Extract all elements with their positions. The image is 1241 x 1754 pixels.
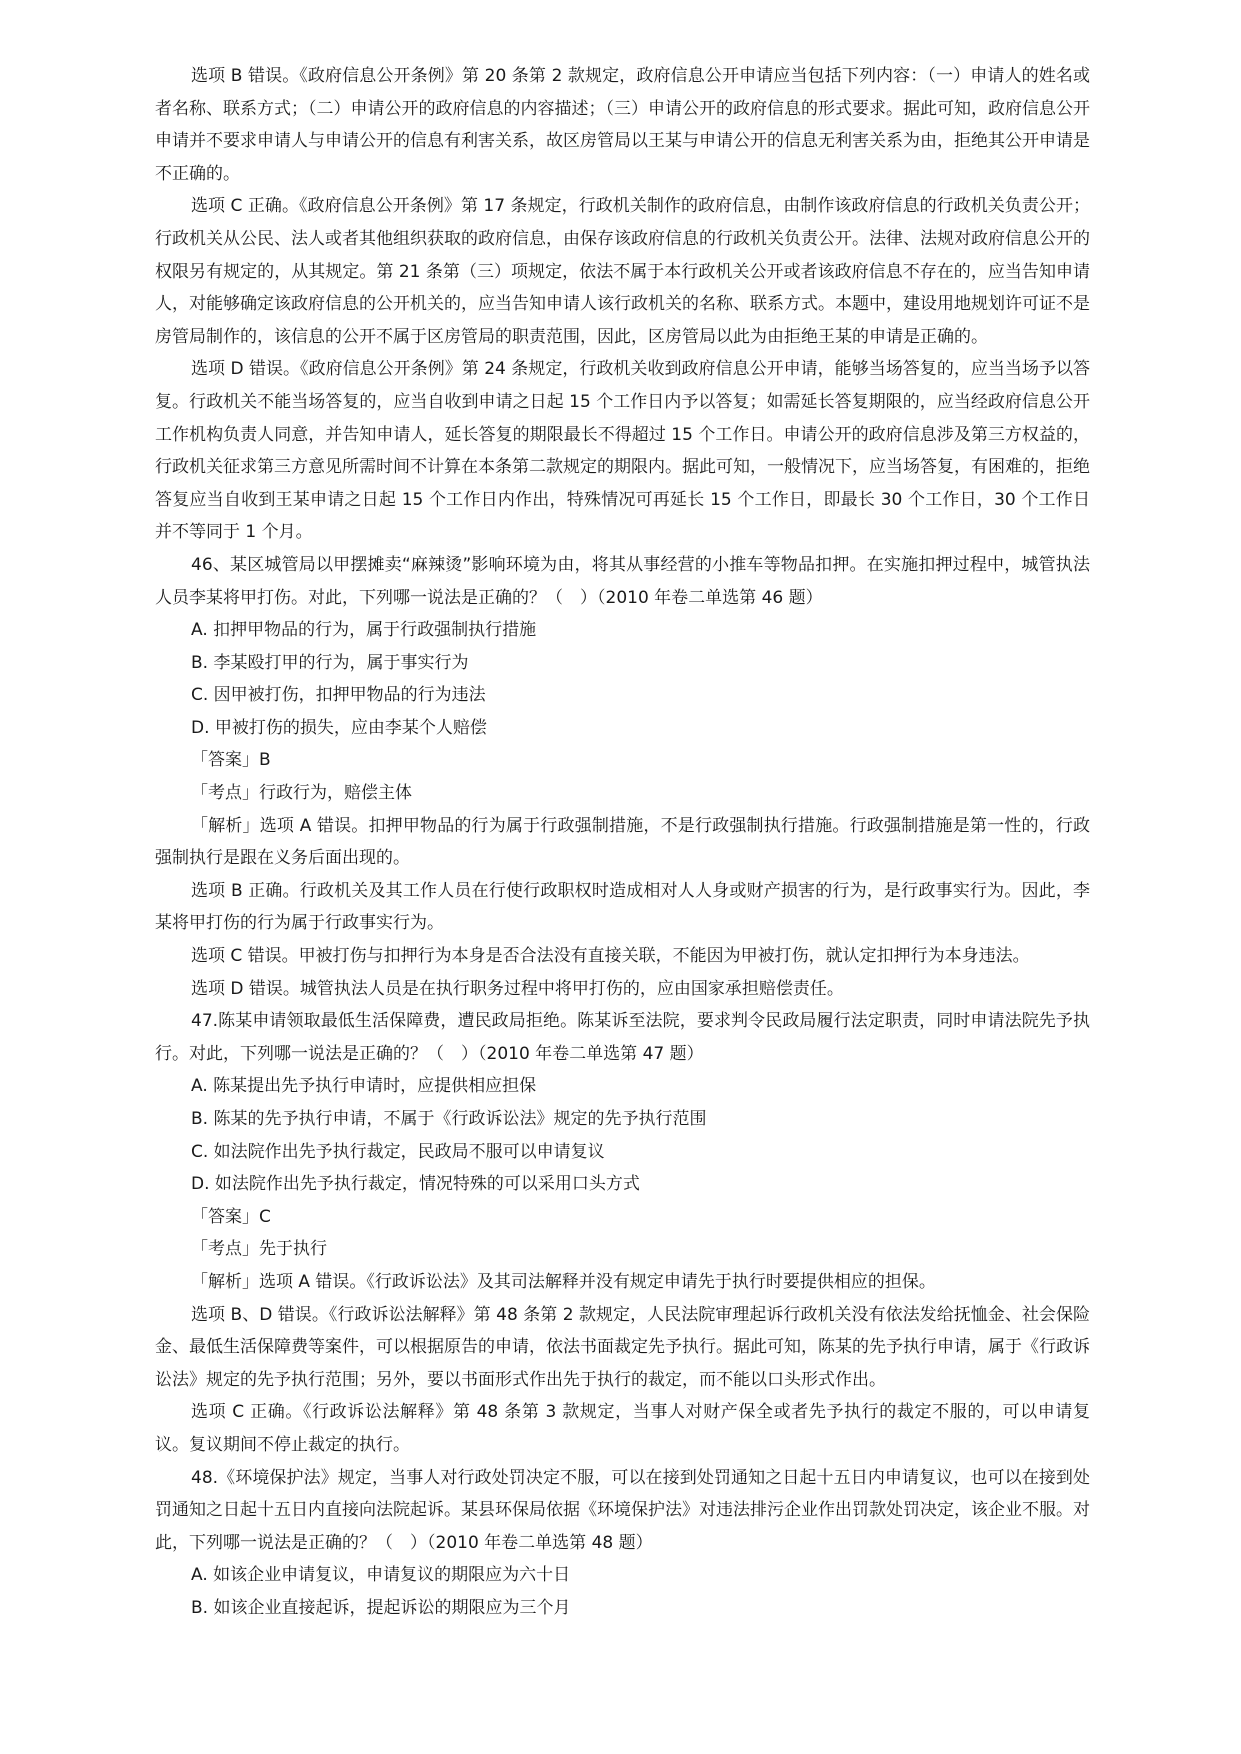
- question-48-stem: 48.《环境保护法》规定，当事人对行政处罚决定不服，可以在接到处罚通知之日起十五日内申请复议，也可以在接到处罚通知之日起十五日内直接向法院起诉。某县环保局依据《环境保护法》对违法排污企业作出罚款处罚决定，该企业不服。对此，下列哪一说法是正确的？（ ）（2010 年卷二单选第 48 题）: [155, 1467, 1090, 1553]
- paragraph: 选项 C 正确。《行政诉讼法解释》第 48 条第 3 款规定，当事人对财产保全或者先予执行的裁定不服的，可以申请复议。复议期间不停止裁定的执行。: [155, 1402, 1090, 1455]
- question-48-option-b: B. 如该企业直接起诉，提起诉讼的期限应为三个月: [191, 1597, 571, 1618]
- paragraph: 选项 B 错误。《政府信息公开条例》第 20 条第 2 款规定，政府信息公开申请应当包括下列内容：（一）申请人的姓名或者名称、联系方式；（二）申请公开的政府信息的内容描述；（三）申请公开的政府信息的形式要求。据此可知，政府信息公开申请并不要求申请人与申请公开的信息有利害关系，故区房管局以王某与申请公开的信息无利害关系为由，拒绝其公开申请是不正确的。: [155, 66, 1090, 184]
- paragraph: 选项 B、D 错误。《行政诉讼法解释》第 48 条第 2 款规定，人民法院审理起诉行政机关没有依法发给抚恤金、社会保险金、最低生活保障费等案件，可以根据原告的申请，依法书面裁定先予执行。据此可知，陈某的先予执行申请，属于《行政诉讼法》规定的先予执行范围；另外，要以书面形式作出先于执行的裁定，而不能以口头形式作出。: [155, 1304, 1090, 1390]
- paragraph: 选项 B 正确。行政机关及其工作人员在行使行政职权时造成相对人人身或财产损害的行为，是行政事实行为。因此，李某将甲打伤的行为属于行政事实行为。: [155, 880, 1090, 934]
- document-page: [155, 60, 1090, 1625]
- paragraph: 选项 D 错误。《政府信息公开条例》第 24 条规定，行政机关收到政府信息公开申请，能够当场答复的，应当当场予以答复。行政机关不能当场答复的，应当自收到申请之日起 15 个工作日内予以答复；如需延长答复期限的，应当经政府信息公开工作机构负责人同意，并告知申请人，延长答复的期限最长不得超过 15 个工作日。申请公开的政府信息涉及第三方权益的，行政机关征求第三方意见所需时间不计算在本条第二款规定的期限内。据此可知，一般情况下，应当场答复，有困难的，拒绝答复应当自收到王某申请之日起 15 个工作日内作出，特殊情况可再延长 15 个工作日，即最长 30 个工作日，30 个工作日并不等同于 1 个月。: [155, 359, 1090, 543]
- paragraph: 选项 C 错误。甲被打伤与扣押行为本身是否合法没有直接关联，不能因为甲被打伤，就认定扣押行为本身违法。: [191, 946, 1030, 967]
- question-47-topic: 「考点」先于执行: [191, 1239, 327, 1260]
- question-46-option-b: B. 李某殴打甲的行为，属于事实行为: [191, 652, 469, 673]
- question-46-topic: 「考点」行政行为，赔偿主体: [191, 783, 412, 804]
- question-47-option-c: C. 如法院作出先予执行裁定，民政局不服可以申请复议: [191, 1141, 605, 1162]
- question-48-option-a: A. 如该企业申请复议，申请复议的期限应为六十日: [191, 1565, 571, 1586]
- question-46-option-a: A. 扣押甲物品的行为，属于行政强制执行措施: [191, 620, 537, 641]
- question-47-analysis: 「解析」选项 A 错误。《行政诉讼法》及其司法解释并没有规定申请先于执行时要提供相应的担保。: [191, 1271, 936, 1292]
- question-46-analysis: 「解析」选项 A 错误。扣押甲物品的行为属于行政强制措施，不是行政强制执行措施。行政强制措施是第一性的，行政强制执行是跟在义务后面出现的。: [155, 815, 1090, 869]
- question-46-stem: 46、某区城管局以甲摆摊卖“麻辣烫”影响环境为由，将其从事经营的小推车等物品扣押。在实施扣押过程中，城管执法人员李某将甲打伤。对此，下列哪一说法是正确的？（ ）（2010 年卷二单选第 46 题）: [155, 554, 1090, 608]
- question-47-option-b: B. 陈某的先予执行申请，不属于《行政诉讼法》规定的先予执行范围: [191, 1109, 707, 1129]
- paragraph: 选项 C 正确。《政府信息公开条例》第 17 条规定，行政机关制作的政府信息，由制作该政府信息的行政机关负责公开；行政机关从公民、法人或者其他组织获取的政府信息，由保存该政府信息的行政机关负责公开。法律、法规对政府信息公开的权限另有规定的，从其规定。第 21 条第（三）项规定，依法不属于本行政机关公开或者该政府信息不存在的，应当告知申请人，对能够确定该政府信息的公开机关的，应当告知申请人该行政机关的名称、联系方式。本题中，建设用地规划许可证不是房管局制作的，该信息的公开不属于区房管局的职责范围，因此，区房管局以此为由拒绝王某的申请是正确的。: [155, 196, 1090, 347]
- question-47-option-a: A. 陈某提出先予执行申请时，应提供相应担保: [191, 1076, 537, 1097]
- paragraph: 选项 D 错误。城管执法人员是在执行职务过程中将甲打伤的，应由国家承担赔偿责任。: [191, 978, 844, 999]
- question-46-answer: 「答案」B: [191, 750, 271, 771]
- question-47-option-d: D. 如法院作出先予执行裁定，情况特殊的可以采用口头方式: [191, 1174, 640, 1195]
- question-46-option-d: D. 甲被打伤的损失，应由李某个人赔偿: [191, 717, 487, 738]
- question-46-option-c: C. 因甲被打伤，扣押甲物品的行为违法: [191, 685, 486, 706]
- question-47-answer: 「答案」C: [191, 1206, 271, 1227]
- question-47-stem: 47.陈某申请领取最低生活保障费，遭民政局拒绝。陈某诉至法院，要求判令民政局履行法定职责，同时申请法院先予执行。对此，下列哪一说法是正确的？（ ）（2010 年卷二单选第 47 题）: [155, 1011, 1090, 1064]
